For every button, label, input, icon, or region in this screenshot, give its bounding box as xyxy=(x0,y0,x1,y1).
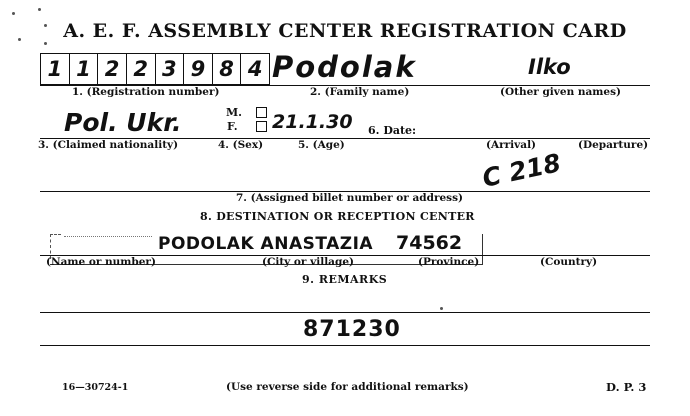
registration-digit: 2 xyxy=(97,54,126,84)
registration-digit: 8 xyxy=(212,54,241,84)
dp-code: D. P. 3 xyxy=(606,380,647,394)
name-or-number-label: (Name or number) xyxy=(46,256,156,268)
remarks-header: 9. REMARKS xyxy=(302,273,388,286)
sex-label: 4. (Sex) xyxy=(218,139,264,151)
claimed-nationality-label: 3. (Claimed nationality) xyxy=(38,139,179,151)
billet-value: C 218 xyxy=(479,148,564,193)
rule-line xyxy=(40,312,650,313)
city-or-village-label: (City or village) xyxy=(262,256,354,268)
date-label: 6. Date: xyxy=(368,124,417,137)
registration-digit: 4 xyxy=(240,54,269,84)
registration-number-label: 1. (Registration number) xyxy=(72,86,220,98)
destination-number-value: 74562 xyxy=(396,232,463,254)
registration-digit: 9 xyxy=(183,54,212,84)
other-given-names-label: (Other given names) xyxy=(500,86,621,98)
scan-speck xyxy=(44,42,47,45)
sex-f-checkbox xyxy=(256,121,267,132)
arrival-label: (Arrival) xyxy=(486,139,537,151)
nationality-value: Pol. Ukr. xyxy=(64,108,182,137)
registration-digit: 1 xyxy=(47,57,63,81)
country-label: (Country) xyxy=(540,256,598,268)
sex-m-checkbox xyxy=(256,107,267,118)
sex-f-label: F. xyxy=(227,120,238,133)
assigned-billet-label: 7. (Assigned billet number or address) xyxy=(236,192,463,204)
registration-digit: 3 xyxy=(155,54,184,84)
province-label: (Province) xyxy=(418,256,480,268)
rule-line xyxy=(40,345,650,346)
remarks-value: 871230 xyxy=(303,317,401,342)
given-names-value: Ilko xyxy=(528,55,571,79)
form-number: 16—30724-1 xyxy=(62,382,129,393)
registration-number-box xyxy=(40,53,270,85)
destination-name-value: PODOLAK ANASTAZIA xyxy=(158,234,374,254)
departure-label: (Departure) xyxy=(578,139,649,151)
family-name-label: 2. (Family name) xyxy=(310,86,410,98)
scan-speck xyxy=(440,307,443,310)
scan-speck xyxy=(12,12,15,15)
redacted-dotted-line xyxy=(64,236,152,237)
registration-digit: 1 xyxy=(69,54,98,84)
age-value: 21.1.30 xyxy=(272,111,353,133)
destination-header: 8. DESTINATION OR RECEPTION CENTER xyxy=(200,210,475,223)
registration-digit: 2 xyxy=(126,54,155,84)
family-name-value: Podolak xyxy=(272,50,417,84)
scan-speck xyxy=(38,8,41,11)
age-label: 5. (Age) xyxy=(298,139,345,151)
reverse-side-note: (Use reverse side for additional remarks) xyxy=(226,381,469,393)
card-title: A. E. F. ASSEMBLY CENTER REGISTRATION CARD xyxy=(63,20,627,42)
sex-m-label: M. xyxy=(226,106,243,119)
